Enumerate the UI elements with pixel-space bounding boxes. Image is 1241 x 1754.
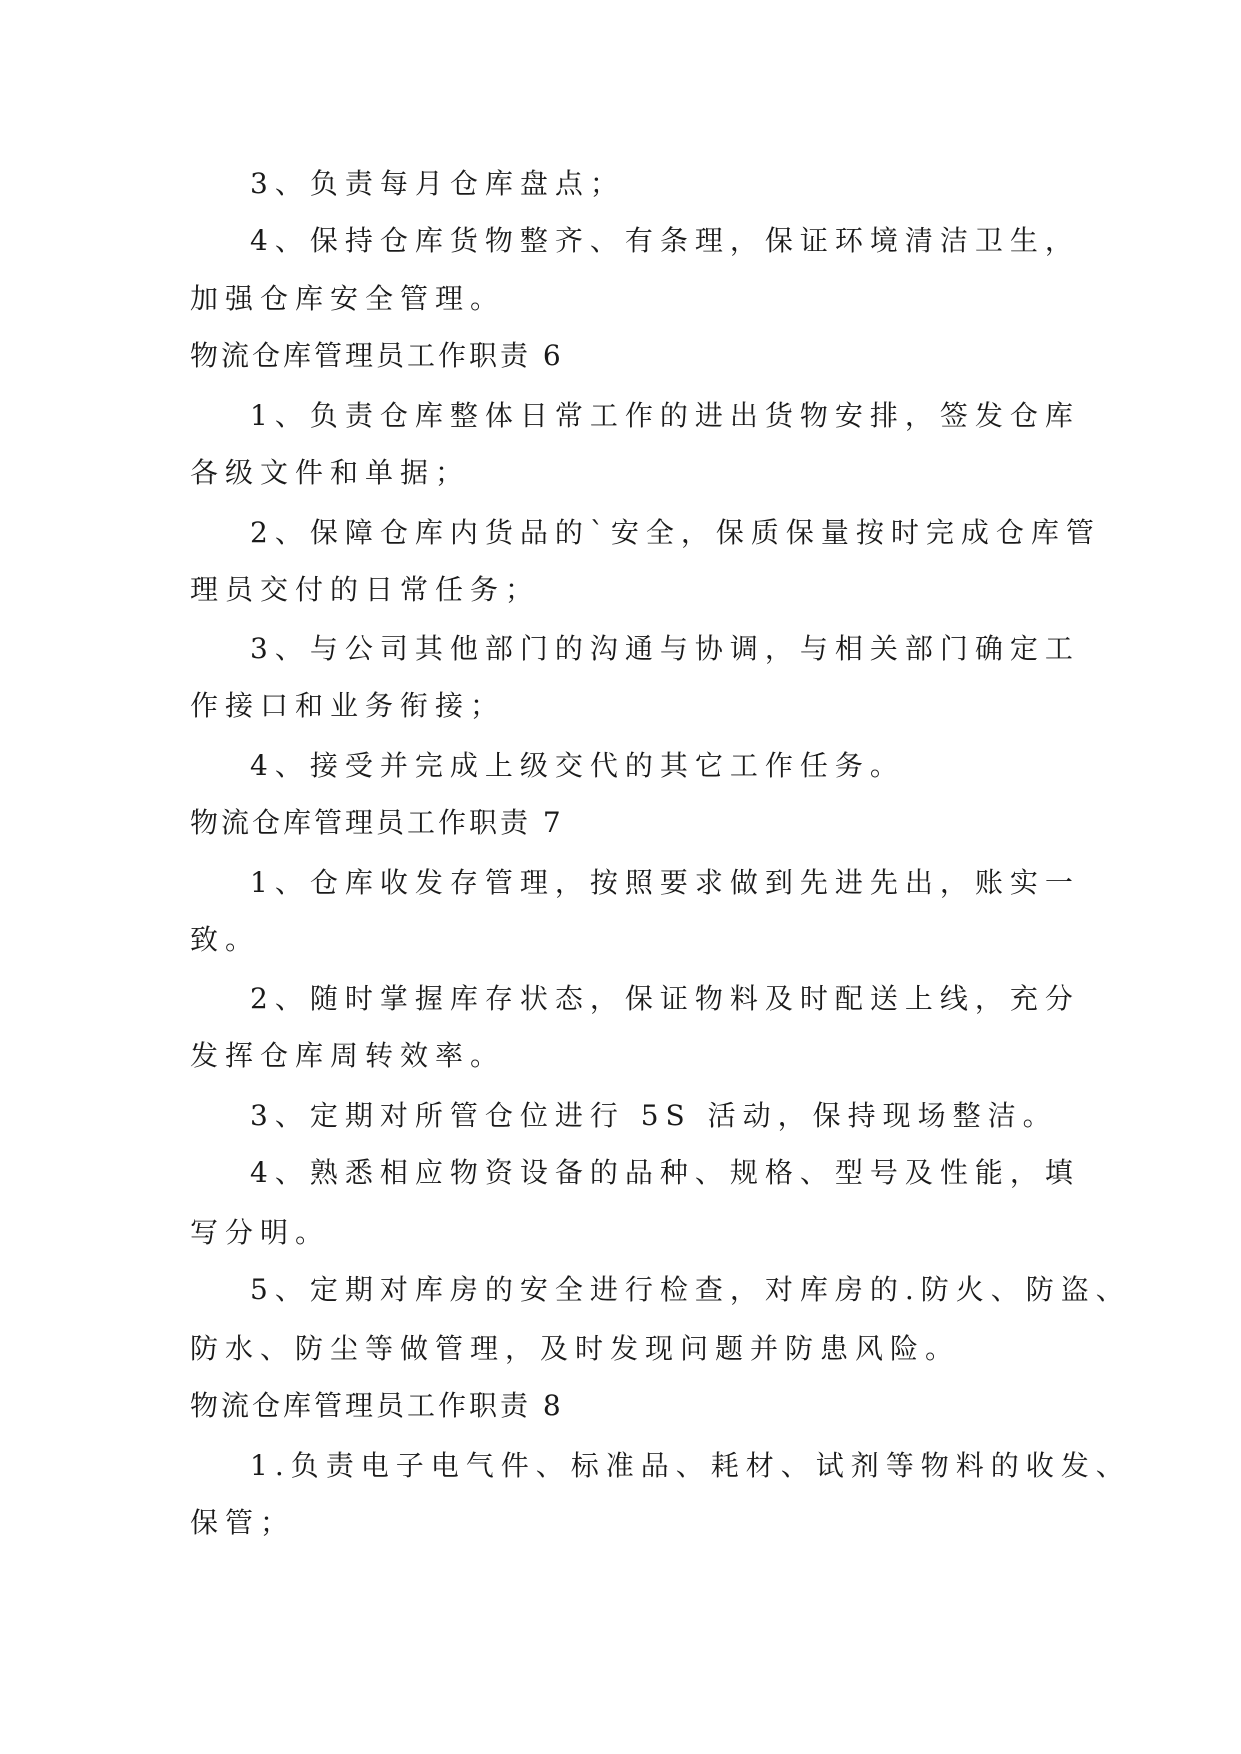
section-heading: 物流仓库管理员工作职责 7 [190, 806, 564, 839]
paragraph-line: 4、熟悉相应物资设备的品种、规格、型号及性能，填 [250, 1156, 1080, 1189]
section-heading: 物流仓库管理员工作职责 6 [190, 339, 564, 372]
paragraph-line: 4、保持仓库货物整齐、有条理，保证环境清洁卫生， [250, 224, 1080, 257]
paragraph-line: 3、与公司其他部门的沟通与协调，与相关部门确定工 [250, 632, 1080, 665]
paragraph-line: 4、接受并完成上级交代的其它工作任务。 [250, 749, 905, 782]
paragraph-line: 1、负责仓库整体日常工作的进出货物安排，签发仓库 [250, 399, 1080, 432]
paragraph-line: 作接口和业务衔接； [190, 689, 506, 722]
paragraph-line: 致。 [190, 923, 261, 956]
paragraph-line: 防水、防尘等做管理，及时发现问题并防患风险。 [190, 1332, 961, 1365]
paragraph-line: 3、负责每月仓库盘点； [250, 167, 625, 200]
paragraph-line: 3、定期对所管仓位进行 5S 活动，保持现场整洁。 [250, 1099, 1058, 1132]
paragraph-line: 写分明。 [190, 1216, 331, 1249]
paragraph-line: 2、保障仓库内货品的`安全，保质保量按时完成仓库管 [250, 516, 1101, 549]
paragraph-line: 5、定期对库房的安全进行检查，对库房的.防火、防盗、 [250, 1273, 1131, 1306]
paragraph-line: 保管； [190, 1506, 296, 1539]
paragraph-line: 各级文件和单据； [190, 456, 471, 489]
section-heading: 物流仓库管理员工作职责 8 [190, 1389, 564, 1422]
paragraph-line: 理员交付的日常任务； [190, 573, 541, 606]
paragraph-line: 发挥仓库周转效率。 [190, 1039, 506, 1072]
paragraph-line: 2、随时掌握库存状态，保证物料及时配送上线，充分 [250, 982, 1080, 1015]
paragraph-line: 1.负责电子电气件、标准品、耗材、试剂等物料的收发、 [250, 1449, 1131, 1482]
paragraph-line: 1、仓库收发存管理，按照要求做到先进先出，账实一 [250, 866, 1080, 899]
paragraph-line: 加强仓库安全管理。 [190, 282, 506, 315]
